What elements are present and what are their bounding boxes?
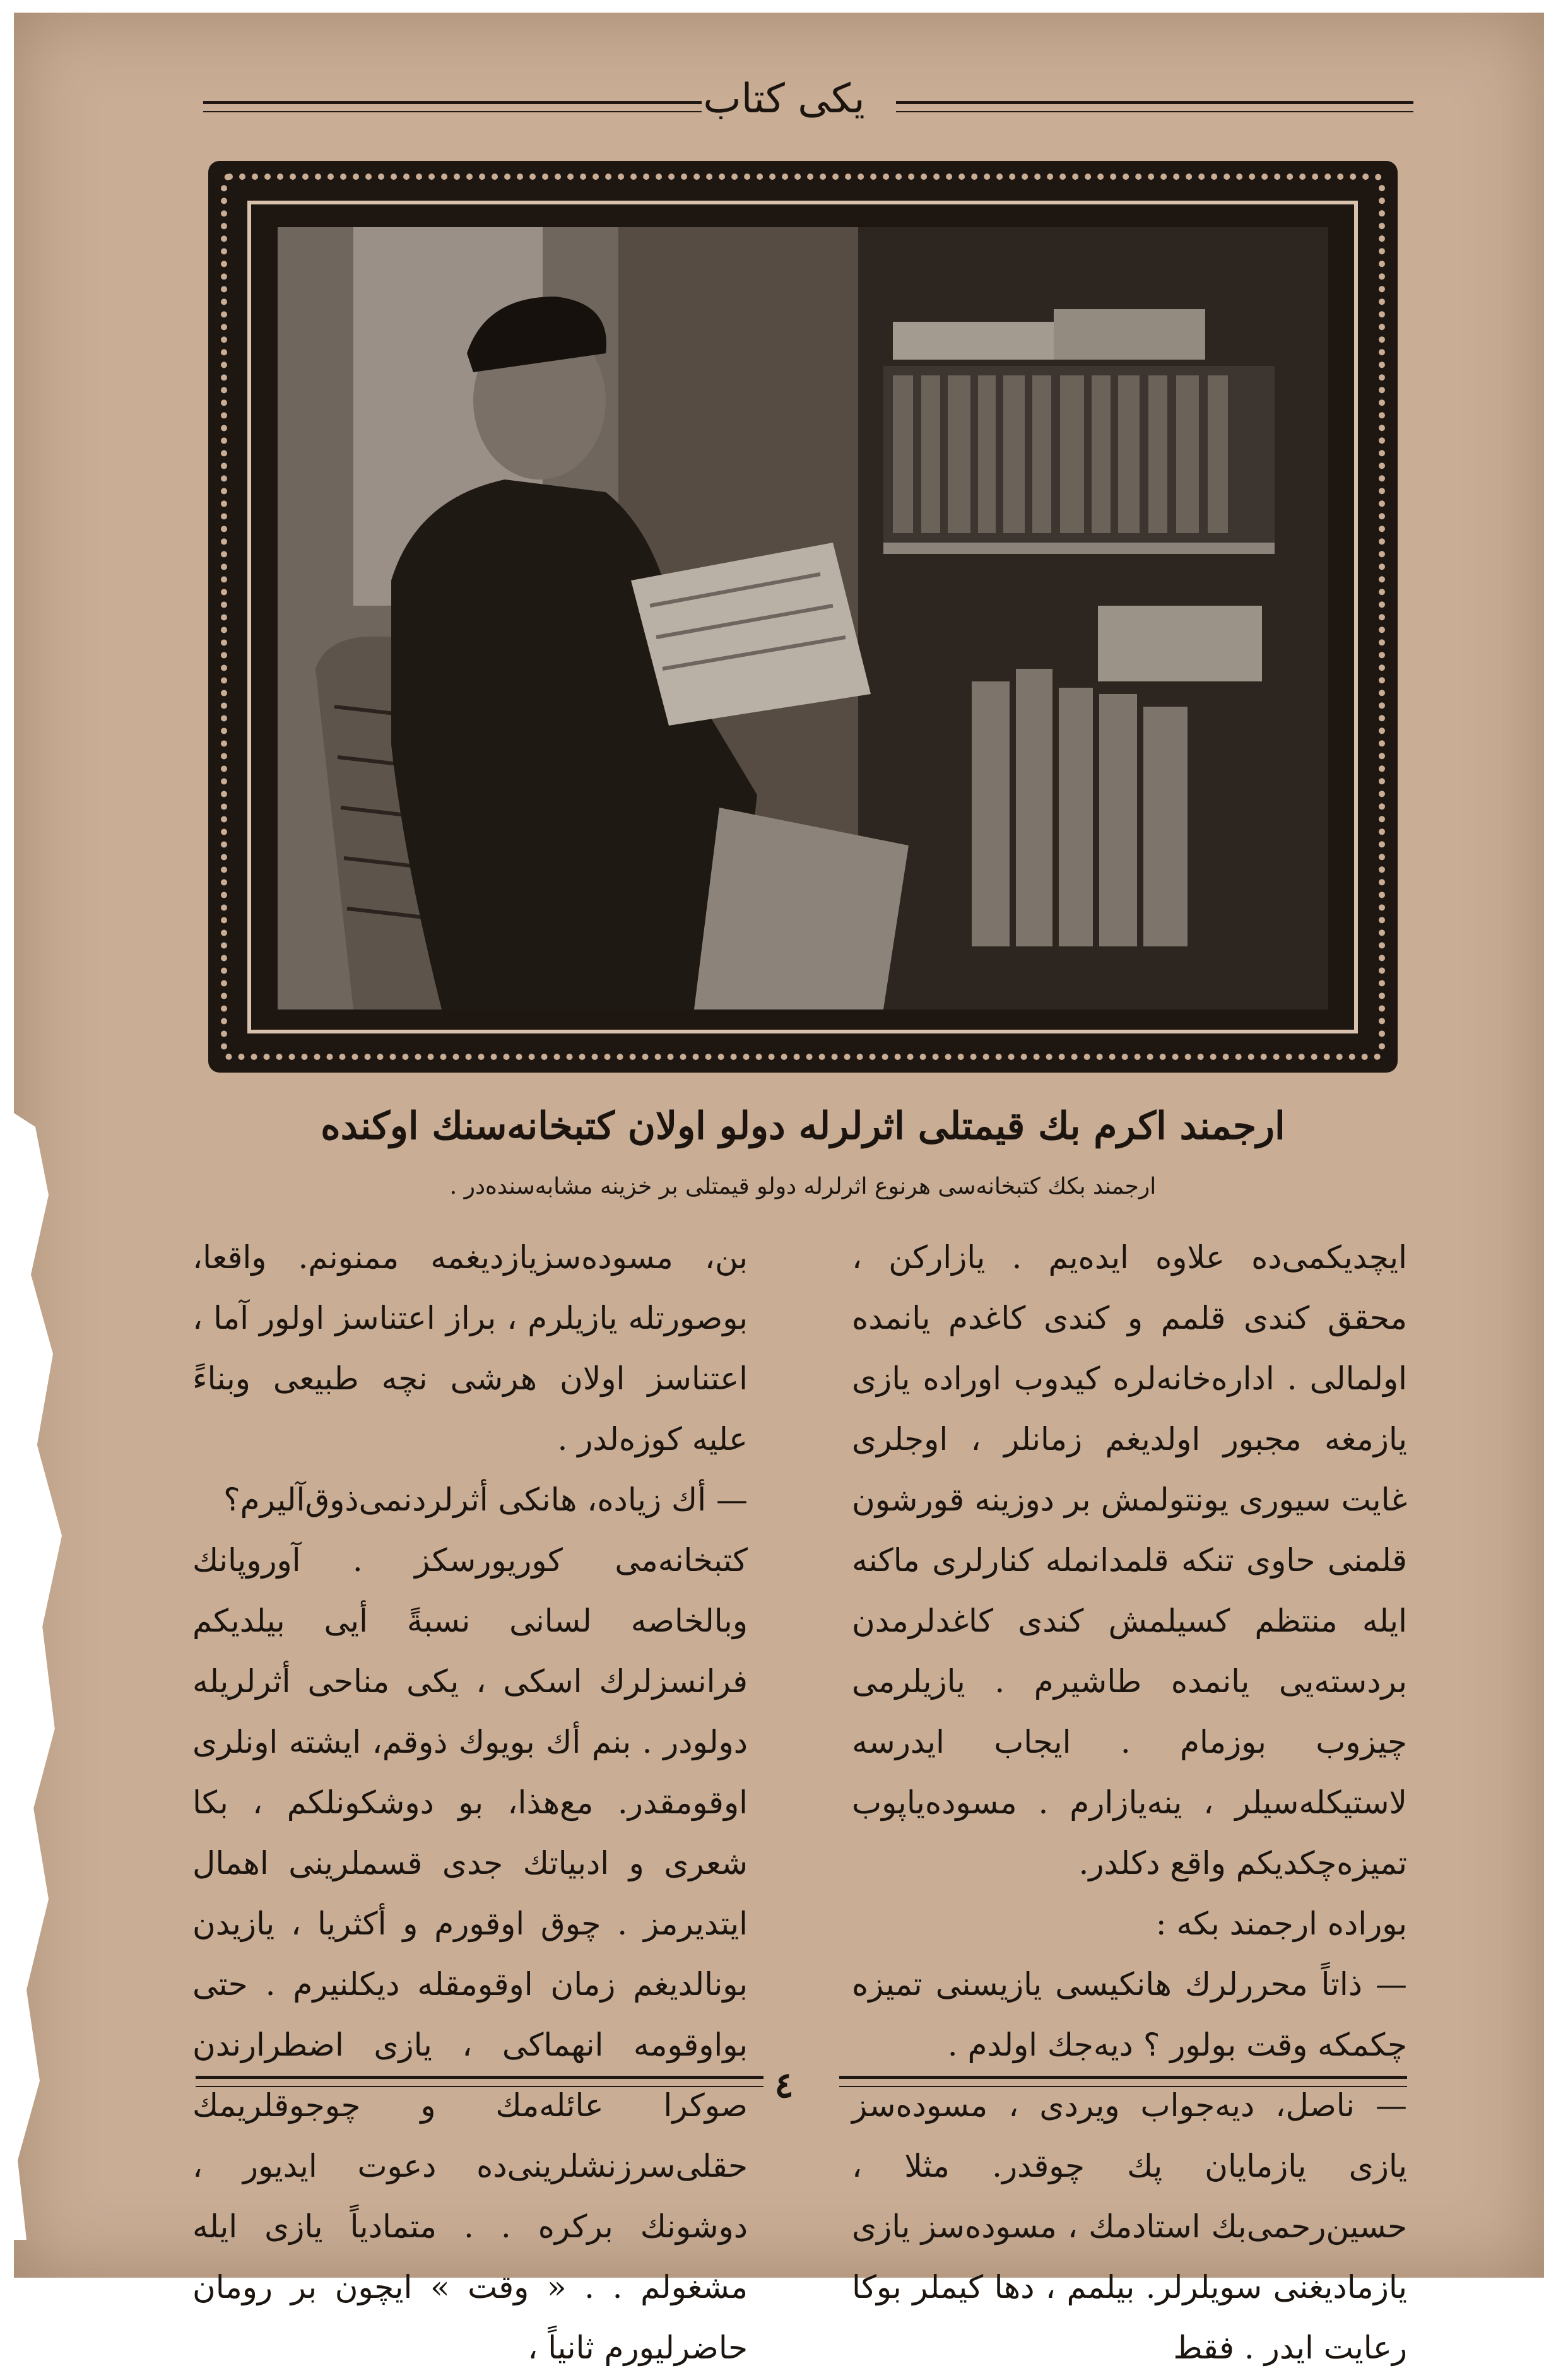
text-column-right [852, 1227, 1407, 2366]
paragraph: — ذاتاً محررلرك هانکیسی یازیسنی تمیزه چکمکه وقت بولور ؟ دیه‌جك اولدم . [852, 1966, 1407, 2063]
magazine-title: یکی کتاب [703, 76, 865, 122]
portrait-photo [278, 227, 1328, 1009]
paragraph: ایچدیکمی‌ده علاوه ایده‌یم . یازارکن ، محقق کندی قلمم و کندی کاغدم یانمده اولمالی . اداره‌خانه‌لره کیدوب اوراده یازی یازمغه مجبور اولدیغم زمانلر ، اوجلری غایت سیوری یونتولمش بر دوزینه قورشون قلمنی حاوی تنکه قلمدانمله کنارلری ماکنه ایله منتظم کسیلمش کندی کاغدلرمدن بردسته‌یی یانمده طاشیرم . یازیلرمی چیزوب بوزمام . ایجاب ایدرسه لاستیکله‌سیلر ، ینه‌یازارم . مسوده‌یاپوب تمیزه‌چکدیکم واقع دکلدر. [852, 1239, 1407, 1881]
paragraph: — ناصل، دیه‌جواب ویردی ، مسوده‌سز یازی یازمایان پك چوقدر. مثلا ، حسین‌رحمی‌بك استادمك ، مسوده‌سز یازی یازمادیغنی سویلرلر. بیلمم ، دها کیملر بوکا رعایت ایدر . فقط [852, 2087, 1407, 2366]
paragraph: کتبخانه‌می کوریورسکز . آوروپانك وبالخاصه لسانی نسبةً أیی بیلدیکم فرانسزلرك اسکی ، یکی مناحی أثرلریله دولودر . بنم أك بویوك ذوقم، ایشته اونلری اوقومقدر. مع‌هذا، بو دوشکونلکم ، بکا شعری و ادبیاتك جدی قسملرینی اهمال ایتدیرمز . چوق اوقورم و أکثریا ، یازیدن بونالدیغم زمان اوقومقله دیکلنیرم . حتی بواوقومه انهماکی ، یازی اضطرارندن صوکرا عائله‌مك و چوجوقلریمك حقلی‌سرزنشلرینی‌ده دعوت ایدیور ، دوشونك برکره . . متمادیاً یازی ایله مشغولم . . « وقت » ایچون بر رومان حاضرلیورم ثانیاً ، [192, 1542, 748, 2366]
paragraph: بن، مسوده‌سزیازدیغمه ممنونم. واقعا، بوصورتله یازیلرم ، براز اعتناسز اولور آما ، اعتناسز اولان هرشی نچه طبیعی وبناءً علیه کوزه‌لدر . [192, 1239, 748, 1457]
paragraph: — أك زیاده، هانکی أثرلردنمی‌ذوق‌آلیرم؟ [223, 1481, 748, 1518]
text-column-left [192, 1227, 748, 2366]
page-number: ٤ [774, 2064, 794, 2106]
man-reading-in-library-illustration [278, 227, 1328, 1009]
paragraph: بوراده ارجمند بکه : [1155, 1905, 1407, 1942]
photo-subcaption: ارجمند بکك کتبخانه‌سی هرنوع اثرلرله دولو قیمتلی بر خزینه مشابه‌سنده‌در . [449, 1174, 1157, 1199]
photo-caption: ارجمند اکرم بك قیمتلی اثرلرله دولو اولان کتبخانه‌سنك اوکنده [321, 1104, 1285, 1148]
